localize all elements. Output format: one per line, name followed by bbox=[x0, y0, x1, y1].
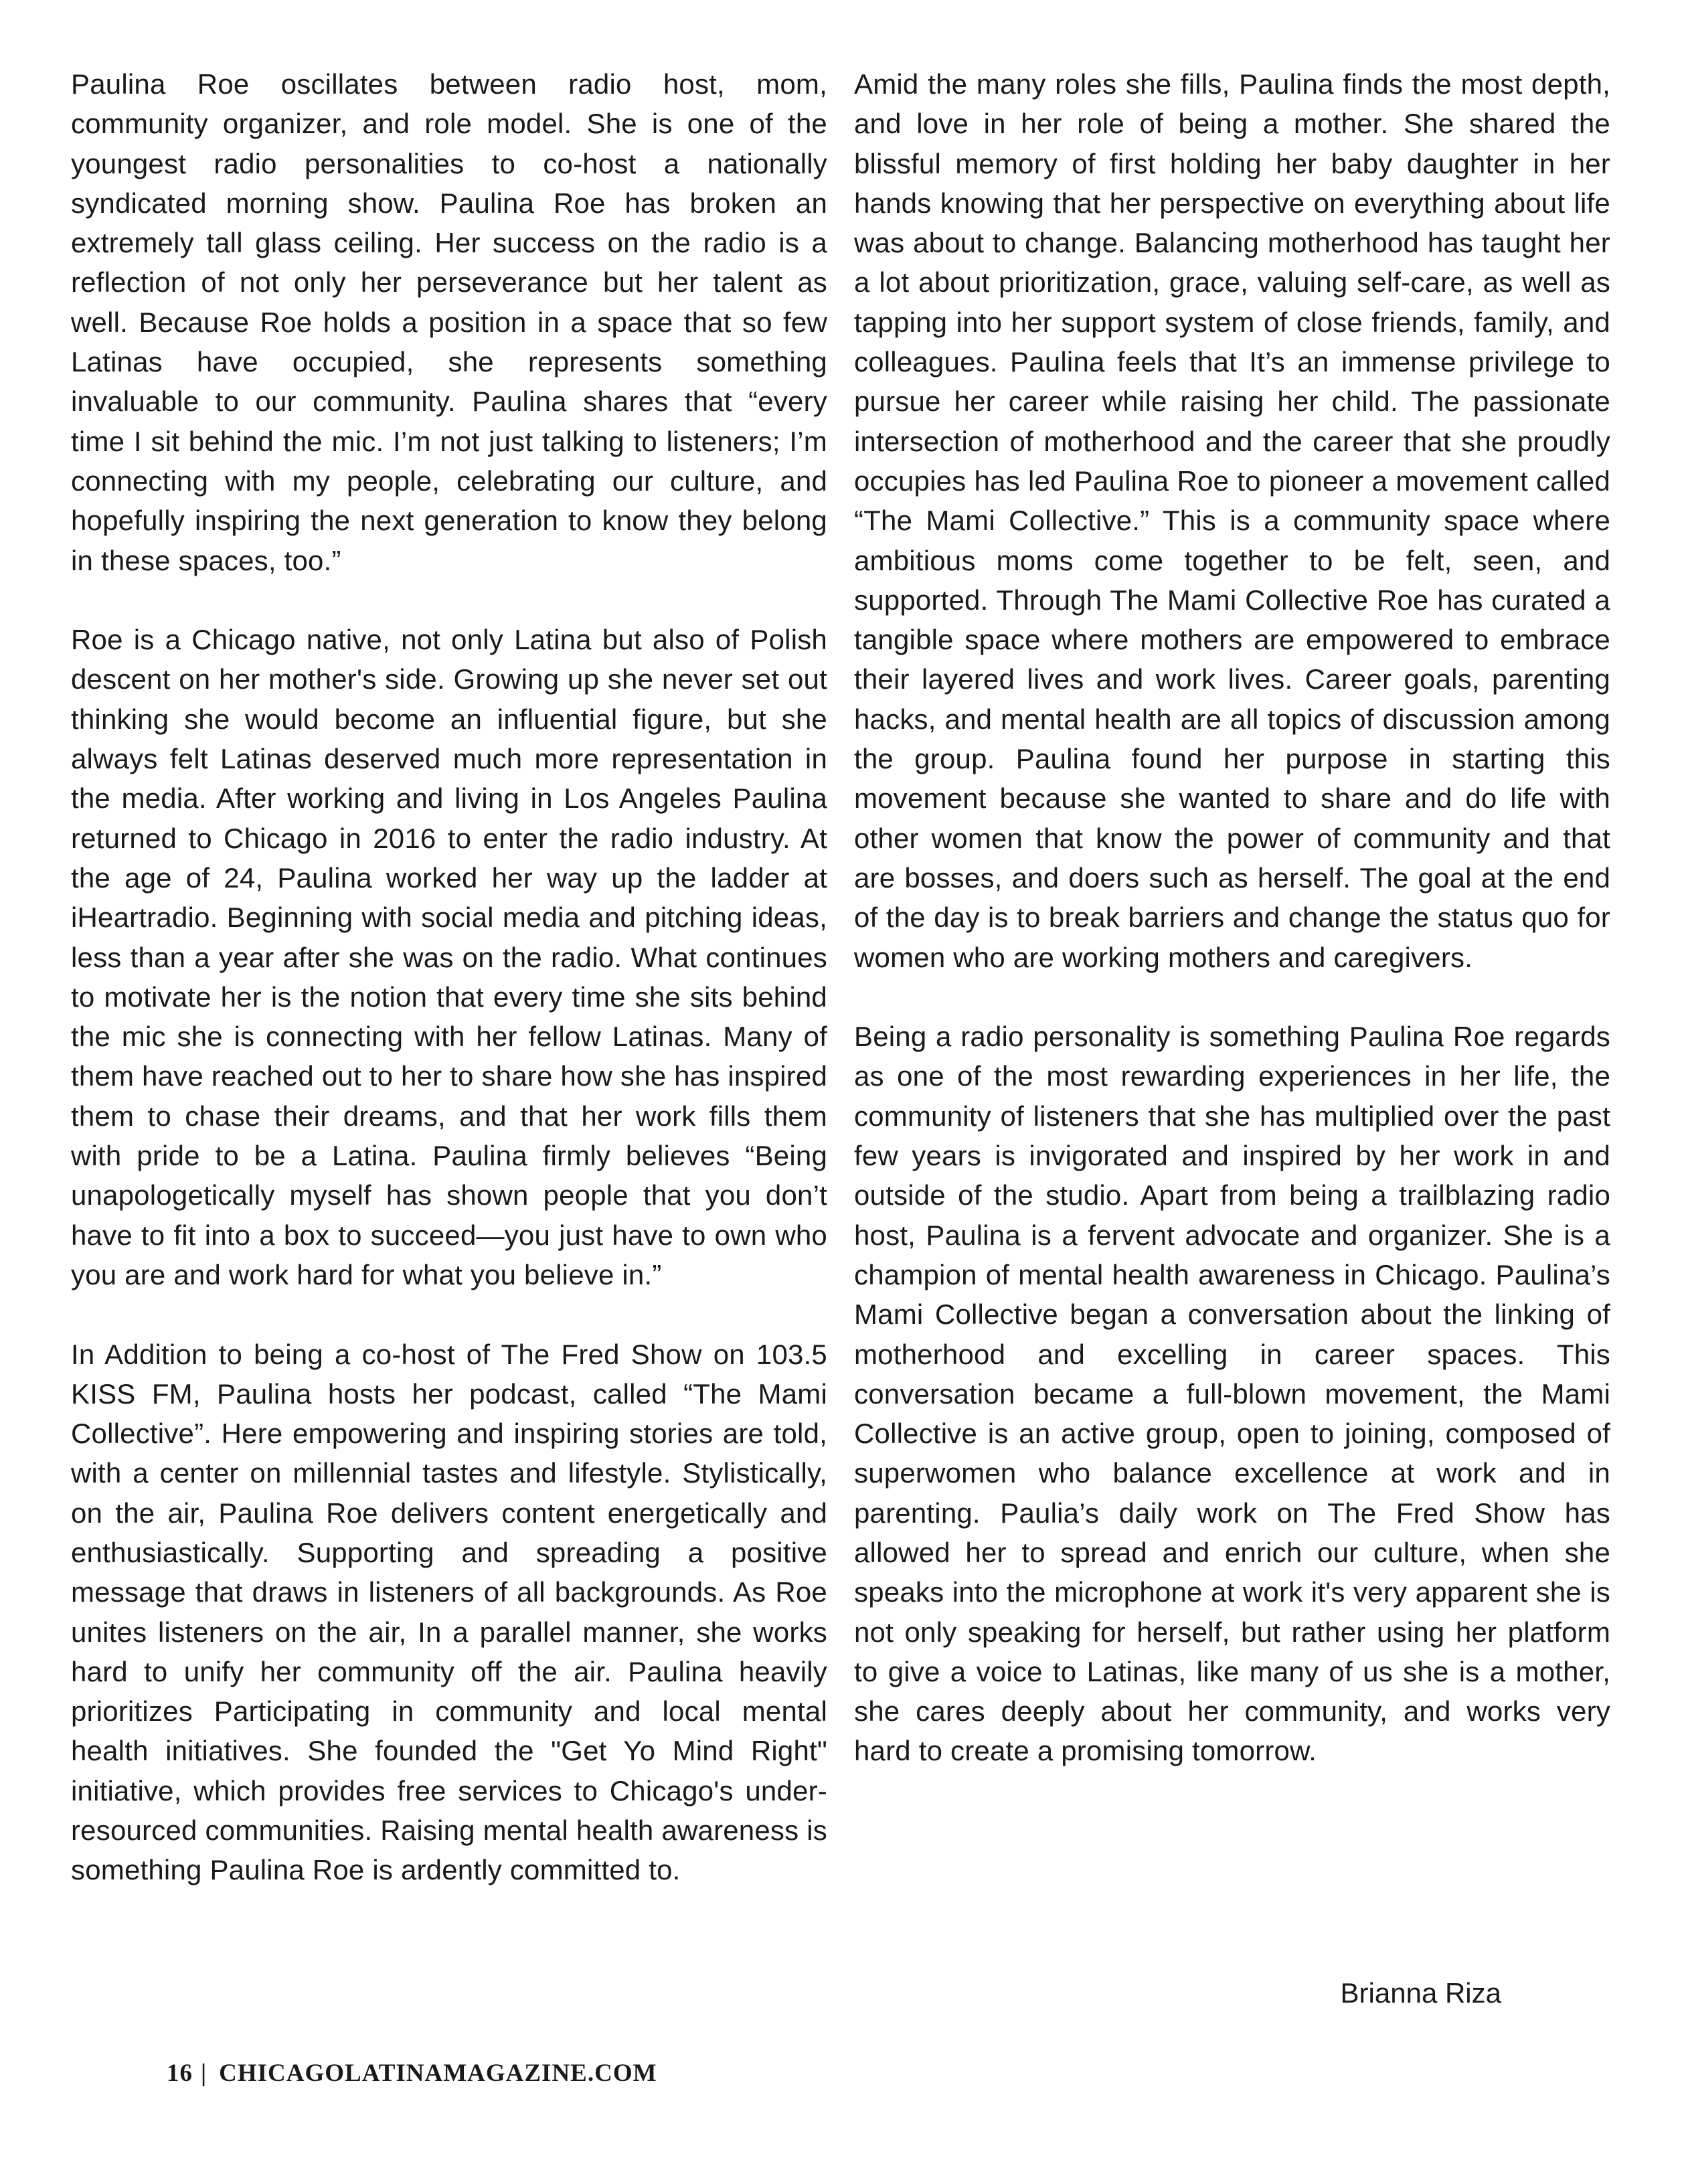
paragraph-radio-personality: Being a radio personality is something Paulina Roe regards as one of the most rewarding experiences in her life, the community of listeners that she has multiplied over the past few years is invigorated and inspired by her work in and outside of the studio. Apart from being a trailblazing radio host, Paulina is a fervent advocate and organizer. She is a champion of mental health awareness in Chicago. Paulina’s Mami Collective began a conversation about the linking of motherhood and excelling in career spaces. This conversation became a full-blown movement, the Mami Collective is an active group, open to joining, composed of superwomen who balance excellence at work and in parenting. Paulia’s daily work on The Fred Show has allowed her to spread and enrich our culture, when she speaks into the microphone at work it's very apparent she is not only speaking for herself, but rather using her platform to give a voice to Latinas, like many of us she is a mother, she cares deeply about her community, and works very hard to create a promising tomorrow. bbox=[854, 1021, 1610, 1767]
footer-separator: | bbox=[201, 2060, 207, 2087]
footer-site-url: CHICAGOLATINAMAGAZINE.COM bbox=[219, 2060, 657, 2087]
paragraph-intro: Paulina Roe oscillates between radio host, mom, community organizer, and role model. She is one of the youngest radio personalities to co-host a nationally syndicated morning show. Paulina Roe has broken an extremely tall glass ceiling. Her success on the radio is a reflection of not only her perseverance but her talent as well. Because Roe holds a position in a space that so few Latinas have occupied, she represents something invaluable to our community. Paulina shares that “every time I sit behind the mic. I’m not just talking to listeners; I’m connecting with my people, celebrating our culture, and hopefully inspiring the next generation to know they belong in these spaces, too.” bbox=[71, 68, 827, 576]
article-right-column bbox=[854, 64, 1610, 1771]
article-left-column bbox=[71, 64, 827, 1890]
author-byline: Brianna Riza bbox=[1340, 1977, 1501, 2009]
page-footer bbox=[167, 2057, 657, 2090]
paragraph-motherhood: Amid the many roles she fills, Paulina finds the most depth, and love in her role of being a mother. She shared the blissful memory of first holding her baby daughter in her hands knowing that her perspective on everything about life was about to change. Balancing motherhood has taught her a lot about prioritization, grace, valuing self-care, as well as tapping into her support system of close friends, family, and colleagues. Paulina feels that It’s an immense privilege to pursue her career while raising her child. The passionate intersection of motherhood and the career that she proudly occupies has led Paulina Roe to pioneer a movement called “The Mami Collective.” This is a community space where ambitious moms come together to be felt, seen, and supported. Through The Mami Collective Roe has curated a tangible space where mothers are empowered to embrace their layered lives and work lives. Career goals, parenting hacks, and mental health are all topics of discussion among the group. Paulina found her purpose in starting this movement because she wanted to share and do life with other women that know the power of community and that are bosses, and doers such as herself. The goal at the end of the day is to break barriers and change the status quo for women who are working mothers and caregivers. bbox=[854, 68, 1610, 973]
paragraph-chicago-native: Roe is a Chicago native, not only Latina but also of Polish descent on her mother's side. Growing up she never set out thinking she would become an influential figure, but she always felt Latinas deserved much more representation in the media. After working and living in Los Angeles Paulina returned to Chicago in 2016 to enter the radio industry. At the age of 24, Paulina worked her way up the ladder at iHeartradio. Beginning with social media and pitching ideas, less than a year after she was on the radio. What continues to motivate her is the notion that every time she sits behind the mic she is connecting with her fellow Latinas. Many of them have reached out to her to share how she has inspired them to chase their dreams, and that her work fills them with pride to be a Latina. Paulina firmly believes “Being unapologetically myself has shown people that you don’t have to fit into a box to succeed—you just have to own who you are and work hard for what you believe in.” bbox=[71, 624, 827, 1290]
paragraph-podcast: In Addition to being a co-host of The Fred Show on 103.5 KISS FM, Paulina hosts her podcast, called “The Mami Collective”. Here empowering and inspiring stories are told, with a center on millennial tastes and lifestyle. Stylistically, on the air, Paulina Roe delivers content energetically and enthusiastically. Supporting and spreading a positive message that draws in listeners of all backgrounds. As Roe unites listeners on the air, In a parallel manner, she works hard to unify her community off the air. Paulina heavily prioritizes Participating in community and local mental health initiatives. She founded the "Get Yo Mind Right" initiative, which provides free services to Chicago's under-resourced communities. Raising mental health awareness is something Paulina Roe is ardently committed to. bbox=[71, 1338, 827, 1886]
page-number: 16 bbox=[167, 2060, 193, 2087]
